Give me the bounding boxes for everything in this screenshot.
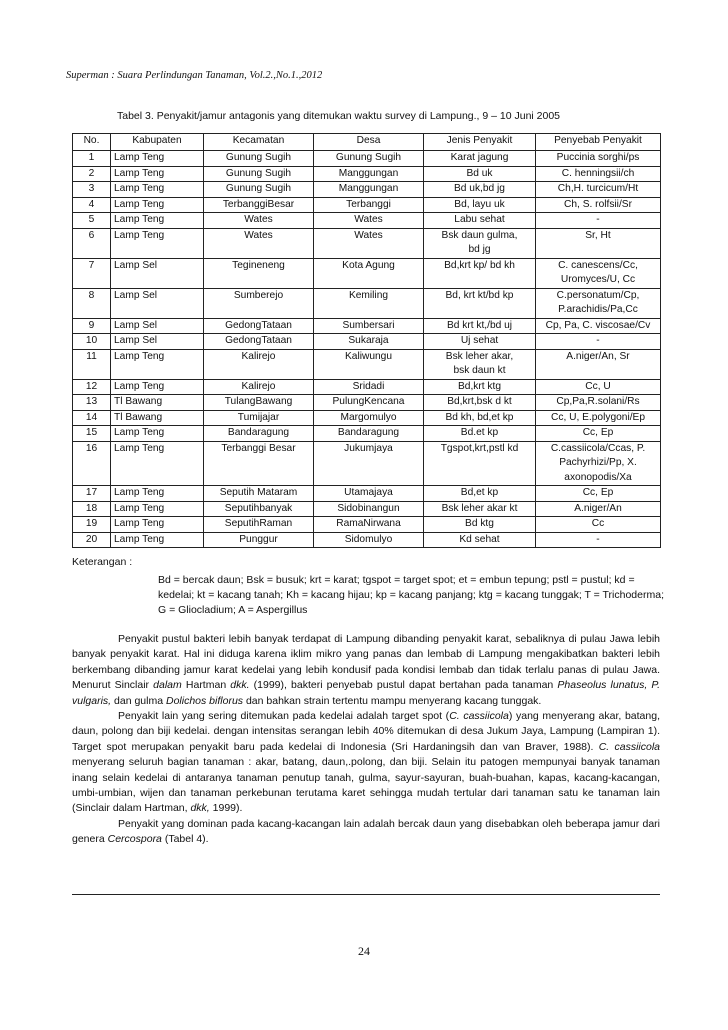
table-cell: Bsk leher akar kt <box>424 501 536 517</box>
table-cell: Bd uk <box>424 166 536 182</box>
table-cell: TerbanggiBesar <box>204 197 314 213</box>
table-cell: Lamp Sel <box>111 318 204 334</box>
table-row <box>73 318 661 334</box>
table-cell: 5 <box>73 213 111 229</box>
table-cell: 12 <box>73 379 111 395</box>
table-row <box>73 532 661 548</box>
table-cell: Manggungan <box>314 182 424 198</box>
table-cell: Jukumjaya <box>314 441 424 486</box>
table-cell: Kemiling <box>314 288 424 318</box>
table-cell: Gunung Sugih <box>204 151 314 167</box>
table-cell: Lamp Teng <box>111 532 204 548</box>
table-cell: Seputihbanyak <box>204 501 314 517</box>
table-cell: Terbanggi Besar <box>204 441 314 486</box>
table-cell: 18 <box>73 501 111 517</box>
table-cell: - <box>536 213 661 229</box>
keterangan-title: Keterangan : <box>72 556 133 568</box>
table-cell: C.personatum/Cp, P.arachidis/Pa,Cc <box>536 288 661 318</box>
table-cell: Bd, layu uk <box>424 197 536 213</box>
table-cell: Lamp Teng <box>111 441 204 486</box>
table-cell: Bd,krt kp/ bd kh <box>424 258 536 288</box>
table-row <box>73 517 661 533</box>
table-cell: Lamp Sel <box>111 334 204 350</box>
table-cell: Bd,et kp <box>424 486 536 502</box>
table-cell: Wates <box>204 213 314 229</box>
table-cell: Bd uk,bd jg <box>424 182 536 198</box>
col-header: No. <box>73 134 111 151</box>
table-cell: RamaNirwana <box>314 517 424 533</box>
table-cell: 8 <box>73 288 111 318</box>
table-cell: Cc, Ep <box>536 426 661 442</box>
table-cell: Lamp Teng <box>111 517 204 533</box>
table-row <box>73 410 661 426</box>
table-cell: TulangBawang <box>204 395 314 411</box>
table-cell: Cc, Ep <box>536 486 661 502</box>
table-cell: Punggur <box>204 532 314 548</box>
table-cell: 20 <box>73 532 111 548</box>
table-cell: Kalirejo <box>204 349 314 379</box>
body-text <box>72 632 660 848</box>
table-cell: Lamp Teng <box>111 228 204 258</box>
paragraph-1: Penyakit pustul bakteri lebih banyak terdapat di Lampung dibanding penyakit karat, sebaliknya di pulau Jawa lebih banyak penyakit karat. Hal ini diduga karena iklim mikro yang panas dan lembab di Lampung mengakibatkan bakteri lebih berkembang dibanding jamur karat kedelai yang lebih kondusif pada kondisi lembab dan tidak terlalu panas di pulau Jawa. Menurut Sinclair dalam Hartman dkk. (1999), bakteri penyebab pustul dapat bertahan pada tanaman Phaseolus lunatus, P. vulgaris, dan gulma Dolichos biflorus dan bahkan strain tertentu mampu menyerang kacang tunggak. <box>72 633 660 707</box>
table-row <box>73 228 661 258</box>
table-cell: Lamp Teng <box>111 197 204 213</box>
table-row <box>73 182 661 198</box>
table-cell: Bsk daun gulma, bd jg <box>424 228 536 258</box>
table-cell: Seputih Mataram <box>204 486 314 502</box>
table-header-row <box>73 134 661 151</box>
table-cell: Lamp Teng <box>111 213 204 229</box>
footer-rule <box>72 894 660 895</box>
table-cell: Lamp Sel <box>111 288 204 318</box>
table-cell: Tumijajar <box>204 410 314 426</box>
table-cell: Bd kh, bd,et kp <box>424 410 536 426</box>
table-cell: Labu sehat <box>424 213 536 229</box>
table-cell: Lamp Teng <box>111 349 204 379</box>
table-row <box>73 334 661 350</box>
table-cell: Sr, Ht <box>536 228 661 258</box>
table-cell: Cp, Pa, C. viscosae/Cv <box>536 318 661 334</box>
table-cell: Utamajaya <box>314 486 424 502</box>
table-cell: Lamp Teng <box>111 426 204 442</box>
disease-table <box>72 133 661 548</box>
journal-header: Superman : Suara Perlindungan Tanaman, Vol.2.,No.1.,2012 <box>66 70 323 81</box>
table-cell: Lamp Teng <box>111 486 204 502</box>
table-cell: 14 <box>73 410 111 426</box>
table-cell: - <box>536 532 661 548</box>
table-cell: Cp,Pa,R.solani/Rs <box>536 395 661 411</box>
table-cell: Sumberejo <box>204 288 314 318</box>
table-cell: SeputihRaman <box>204 517 314 533</box>
paragraph-2: Penyakit lain yang sering ditemukan pada kedelai adalah target spot (C. cassiicola) yang menyerang akar, batang, daun, polong dan biji kedelai. dengan intensitas serangan lebih 40% ditemukan di desa Jukum Jaya, Lampung (Lampiran 1). Target spot merupakan penyakit baru pada kedelai di Indonesia (Sri Hardaningsih dan van Braver, 1988). C. cassiicola menyerang seluruh bagian tanaman : akar, batang, daun,.polong, dan biji. Selain itu patogen mempunyai banyak tanaman inang selain kedelai di antaranya tanaman penutup tanah, gulma, sayur-sayuran, buah-buahan, kapas, kacang-kacangan, umbi-umbian, wijen dan tanaman perkebunan terutama karet sehingga mudah tertular dari tanaman satu ke tanaman lain (Sinclair dalam Hartman, dkk, 1999). <box>72 710 661 815</box>
table-cell: C. henningsii/ch <box>536 166 661 182</box>
table-cell: Bd,krt ktg <box>424 379 536 395</box>
table-row <box>73 379 661 395</box>
table-row <box>73 197 661 213</box>
table-cell: Lamp Teng <box>111 501 204 517</box>
table-caption: Tabel 3. Penyakit/jamur antagonis yang ditemukan waktu survey di Lampung., 9 – 10 Juni 2005 <box>117 110 561 122</box>
table-cell: 4 <box>73 197 111 213</box>
table-cell: GedongTataan <box>204 334 314 350</box>
table-cell: 13 <box>73 395 111 411</box>
col-header: Jenis Penyakit <box>424 134 536 151</box>
table-cell: Lamp Teng <box>111 151 204 167</box>
table-cell: Puccinia sorghi/ps <box>536 151 661 167</box>
table-cell: Margomulyo <box>314 410 424 426</box>
table-cell: Lamp Teng <box>111 379 204 395</box>
table-cell: 17 <box>73 486 111 502</box>
table-cell: Manggungan <box>314 166 424 182</box>
table-cell: Bd,krt,bsk d kt <box>424 395 536 411</box>
table-cell: Kota Agung <box>314 258 424 288</box>
table-cell: 3 <box>73 182 111 198</box>
table-cell: Sridadi <box>314 379 424 395</box>
table-row <box>73 166 661 182</box>
col-header: Desa <box>314 134 424 151</box>
table-cell: 6 <box>73 228 111 258</box>
table-cell: Kalirejo <box>204 379 314 395</box>
table-cell: C. canescens/Cc, Uromyces/U, Cc <box>536 258 661 288</box>
table-cell: Wates <box>314 213 424 229</box>
table-cell: Sidomulyo <box>314 532 424 548</box>
col-header: Penyebab Penyakit <box>536 134 661 151</box>
table-cell: Bandaragung <box>204 426 314 442</box>
table-cell: Sidobinangun <box>314 501 424 517</box>
table-cell: Lamp Teng <box>111 182 204 198</box>
table-cell: 10 <box>73 334 111 350</box>
table-cell: 1 <box>73 151 111 167</box>
table-cell: Tl Bawang <box>111 395 204 411</box>
table-cell: C.cassiicola/Ccas, P. Pachyrhizi/Pp, X. axonopodis/Xa <box>536 441 661 486</box>
table-cell: Cc <box>536 517 661 533</box>
table-cell: Sumbersari <box>314 318 424 334</box>
table-row <box>73 213 661 229</box>
table-cell: Bsk leher akar, bsk daun kt <box>424 349 536 379</box>
table-cell: Wates <box>204 228 314 258</box>
table-cell: Cc, U <box>536 379 661 395</box>
table-cell: 16 <box>73 441 111 486</box>
table-cell: - <box>536 334 661 350</box>
table-cell: Sukaraja <box>314 334 424 350</box>
table-cell: Lamp Sel <box>111 258 204 288</box>
table-cell: Gunung Sugih <box>204 182 314 198</box>
table-cell: 9 <box>73 318 111 334</box>
table-cell: Kd sehat <box>424 532 536 548</box>
table-cell: Kaliwungu <box>314 349 424 379</box>
page-number: 24 <box>358 944 370 958</box>
table-row <box>73 349 661 379</box>
table-row <box>73 486 661 502</box>
table-cell: Ch, S. rolfsii/Sr <box>536 197 661 213</box>
table-cell: Cc, U, E.polygoni/Ep <box>536 410 661 426</box>
col-header: Kabupaten <box>111 134 204 151</box>
table-cell: A.niger/An <box>536 501 661 517</box>
table-row <box>73 151 661 167</box>
table-cell: Gunung Sugih <box>314 151 424 167</box>
table-cell: Bandaragung <box>314 426 424 442</box>
table-row <box>73 288 661 318</box>
table-cell: Tl Bawang <box>111 410 204 426</box>
table-row <box>73 501 661 517</box>
table-cell: 11 <box>73 349 111 379</box>
table-cell: Ch,H. turcicum/Ht <box>536 182 661 198</box>
table-row <box>73 258 661 288</box>
table-row <box>73 441 661 486</box>
table-cell: Uj sehat <box>424 334 536 350</box>
table-cell: Bd.et kp <box>424 426 536 442</box>
table-cell: Karat jagung <box>424 151 536 167</box>
table-cell: Terbanggi <box>314 197 424 213</box>
table-row <box>73 395 661 411</box>
table-cell: 19 <box>73 517 111 533</box>
table-cell: Gunung Sugih <box>204 166 314 182</box>
table-cell: Wates <box>314 228 424 258</box>
table-row <box>73 426 661 442</box>
table-cell: Bd, krt kt/bd kp <box>424 288 536 318</box>
table-cell: Bd ktg <box>424 517 536 533</box>
table-cell: A.niger/An, Sr <box>536 349 661 379</box>
table-cell: Bd krt kt,/bd uj <box>424 318 536 334</box>
keterangan-text: Bd = bercak daun; Bsk = busuk; krt = karat; tgspot = target spot; et = embun tepung; pstl = pustul; kd = kedelai; kt = kacang tanah; Kh = kacang hijau; kp = kacang panjang; ktg = kacang tunggak; T = Trichoderma; G = Gliocladium; A = Aspergillus <box>158 574 664 616</box>
table-cell: 15 <box>73 426 111 442</box>
table-cell: GedongTataan <box>204 318 314 334</box>
table-cell: PulungKencana <box>314 395 424 411</box>
table-cell: 2 <box>73 166 111 182</box>
table-cell: Tegineneng <box>204 258 314 288</box>
table-cell: Lamp Teng <box>111 166 204 182</box>
table-cell: 7 <box>73 258 111 288</box>
paragraph-3: Penyakit yang dominan pada kacang-kacangan lain adalah bercak daun yang disebabkan oleh beberapa jamur dari genera Cercospora (Tabel 4). <box>72 817 660 846</box>
table-cell: Tgspot,krt,pstl kd <box>424 441 536 486</box>
col-header: Kecamatan <box>204 134 314 151</box>
